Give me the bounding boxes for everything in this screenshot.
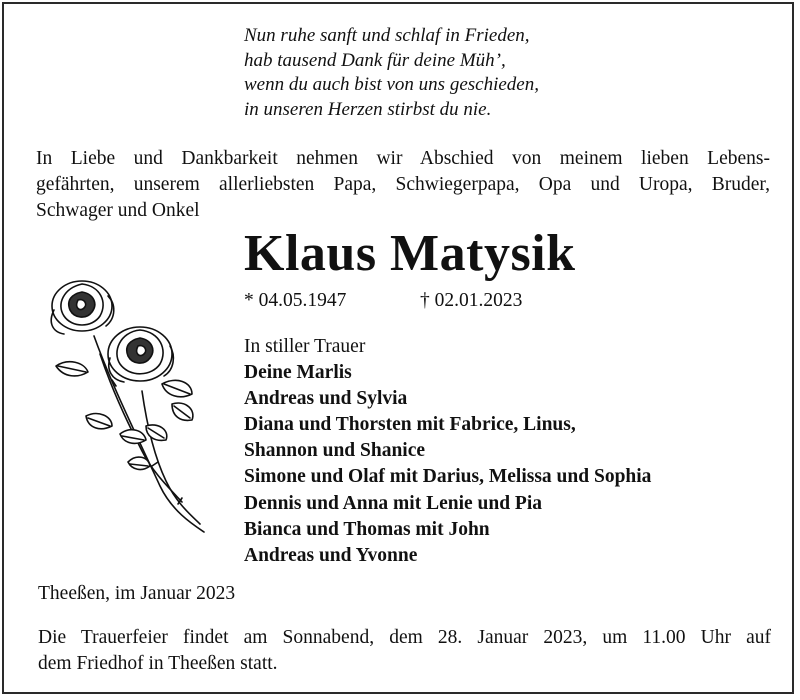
place-date: Theeßen, im Januar 2023 [38,583,236,604]
notice-line: Die Trauerfeier findet am Sonnabend, dem 28. Januar 2023, um 11.00 Uhr auf [38,627,771,648]
rose-illustration-icon [42,266,222,536]
mourner-line: Simone und Olaf mit Darius, Melissa und Sophia [244,466,652,488]
death-date: † 02.01.2023 [420,290,523,311]
mourner-line: Bianca und Thomas mit John [244,518,490,540]
deceased-name: Klaus Matysik [244,225,576,282]
birth-date: * 04.05.1947 [244,290,347,311]
intro-line: In Liebe und Dankbarkeit nehmen wir Abschied von meinem lieben Lebens- [36,148,770,169]
mourning-intro: In stiller Trauer [244,336,366,357]
mourners-block [244,334,651,569]
mourner-line: Diana und Thorsten mit Fabrice, Linus, [244,414,576,436]
intro-line: Schwager und Onkel [36,200,200,221]
mourner-line: Shannon und Shanice [244,440,426,462]
mourner-line: Andreas und Sylvia [244,388,408,410]
life-dates [244,289,523,313]
funeral-notice [38,625,771,677]
poem-line: hab tausend Dank für deine Müh’, [244,49,506,71]
intro-line: gefährten, unserem allerliebsten Papa, Schwiegerpapa, Opa und Uropa, Bruder, [36,174,770,195]
notice-line: dem Friedhof in Theeßen statt. [38,653,278,674]
poem-line: in unseren Herzen stirbst du nie. [244,98,492,120]
mourner-line: Dennis und Anna mit Lenie und Pia [244,492,543,514]
poem-line: wenn du auch bist von uns geschieden, [244,74,539,95]
intro-text [36,146,770,224]
poem [244,24,664,122]
mourner-line: Andreas und Yvonne [244,544,418,566]
obituary-frame [2,2,794,694]
poem-line: Nun ruhe sanft und schlaf in Frieden, [244,25,530,46]
mourner-line: Deine Marlis [244,362,352,384]
